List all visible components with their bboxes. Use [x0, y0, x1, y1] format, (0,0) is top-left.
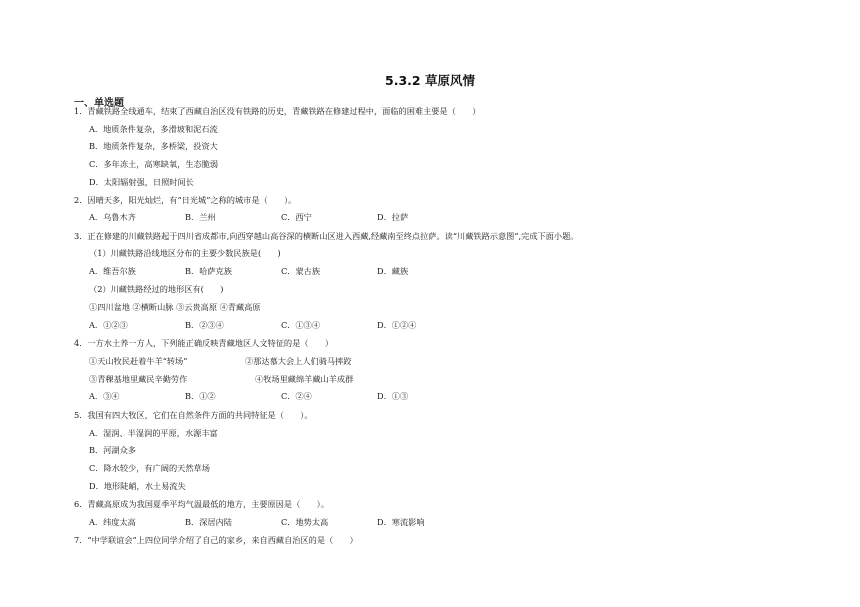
question-6-option-b[interactable]: B．深居内陆 — [185, 517, 232, 527]
question-5-option-b[interactable]: B．河湖众多 — [89, 445, 136, 455]
question-3-sub2-option-b[interactable]: B．②③④ — [185, 320, 224, 330]
question-2-option-b[interactable]: B．兰州 — [185, 212, 216, 222]
question-3-sub1-option-b[interactable]: B．哈萨克族 — [185, 266, 232, 276]
question-1-option-a[interactable]: A．地质条件复杂，多滑坡和泥石流 — [89, 124, 218, 134]
question-6-option-d[interactable]: D．寒流影响 — [377, 517, 425, 527]
question-2-options — [89, 212, 489, 223]
question-3-stem: 3．正在修建的川藏铁路起于四川省成都市,向西穿越山高谷深的横断山区进入西藏,经藏南至终点拉萨。读“川藏铁路示意图”,完成下面小题。 — [74, 231, 579, 241]
question-1-option-c[interactable]: C．多年冻土，高寒缺氧，生态脆弱 — [89, 159, 219, 169]
question-5-option-d[interactable]: D．地形陡峭，水土易流失 — [89, 481, 186, 491]
question-4-option-b[interactable]: B．①② — [185, 391, 216, 401]
section-heading: 一、单选题 — [74, 98, 124, 109]
question-2-option-a[interactable]: A．乌鲁木齐 — [89, 212, 136, 222]
question-6-option-c[interactable]: C．地势太高 — [281, 517, 329, 527]
question-6-stem: 6．青藏高原成为我国夏季平均气温最低的地方，主要原因是（ ）。 — [74, 499, 329, 509]
question-3-sub2-option-d[interactable]: D．①②④ — [377, 320, 417, 330]
question-3-sub2-option-a[interactable]: A．①②③ — [89, 320, 128, 330]
question-4-option-c[interactable]: C．②④ — [281, 391, 312, 401]
question-3-sub2-stem: （2）川藏铁路经过的地形区有( ) — [89, 284, 224, 294]
question-1-option-b[interactable]: B．地质条件复杂，多桥梁，投资大 — [89, 141, 218, 151]
question-4-item-3: ③青稞基地里藏民辛勤劳作 — [89, 374, 188, 384]
question-5-option-a[interactable]: A．湿润、半湿润的平原，水源丰富 — [89, 428, 218, 438]
question-3-sub2-options — [89, 320, 489, 331]
question-3-sub2-option-c[interactable]: C．①③④ — [281, 320, 321, 330]
question-3-sub1-option-d[interactable]: D．藏族 — [377, 266, 409, 276]
question-4-stem: 4．一方水土养一方人，下列能正确反映青藏地区人文特征的是（ ） — [74, 338, 334, 348]
question-2-option-d[interactable]: D．拉萨 — [377, 212, 409, 222]
question-3-sub1-stem: （1）川藏铁路沿线地区分布的主要少数民族是( ) — [89, 248, 281, 258]
question-6-option-a[interactable]: A．纬度太高 — [89, 517, 136, 527]
question-4-options — [89, 391, 489, 402]
question-1-stem: 1．青藏铁路全线通车，结束了西藏自治区没有铁路的历史，青藏铁路在修建过程中，面临的困难主要是（ ） — [74, 106, 481, 116]
question-5-stem: 5．我国有四大牧区，它们在自然条件方面的共同特征是（ ）。 — [74, 410, 313, 420]
question-5-option-c[interactable]: C．降水较少，有广阔的天然草场 — [89, 463, 210, 473]
question-4-item-1: ①天山牧民赶着牛羊“转场” — [89, 356, 188, 366]
question-6-options — [89, 517, 489, 528]
question-4-option-a[interactable]: A．③④ — [89, 391, 120, 401]
question-3-sub2-items: ①四川盆地 ②横断山脉 ③云贵高原 ④青藏高原 — [89, 302, 261, 312]
question-4-items-row2 — [89, 374, 489, 385]
question-4-item-2: ②那达慕大会上人们骑马摔跤 — [245, 356, 352, 366]
page-title: 5.3.2 草原风情 — [385, 73, 475, 88]
question-4-option-d[interactable]: D．①③ — [377, 391, 409, 401]
question-7-stem: 7．“中学联谊会”上四位同学介绍了自己的家乡，来自西藏自治区的是（ ） — [74, 535, 358, 545]
question-3-sub1-option-c[interactable]: C．蒙古族 — [281, 266, 321, 276]
question-3-sub1-option-a[interactable]: A．维吾尔族 — [89, 266, 136, 276]
question-3-sub1-options — [89, 266, 489, 277]
question-1-option-d[interactable]: D．太阳辐射强，日照时间长 — [89, 177, 194, 187]
question-2-option-c[interactable]: C．西宁 — [281, 212, 312, 222]
question-4-item-4: ④牧场里藏绵羊藏山羊成群 — [255, 374, 354, 384]
question-4-items-row1 — [89, 356, 489, 367]
question-2-stem: 2．因晴天多，阳光灿烂，有“日光城”之称的城市是（ ）。 — [74, 195, 297, 205]
